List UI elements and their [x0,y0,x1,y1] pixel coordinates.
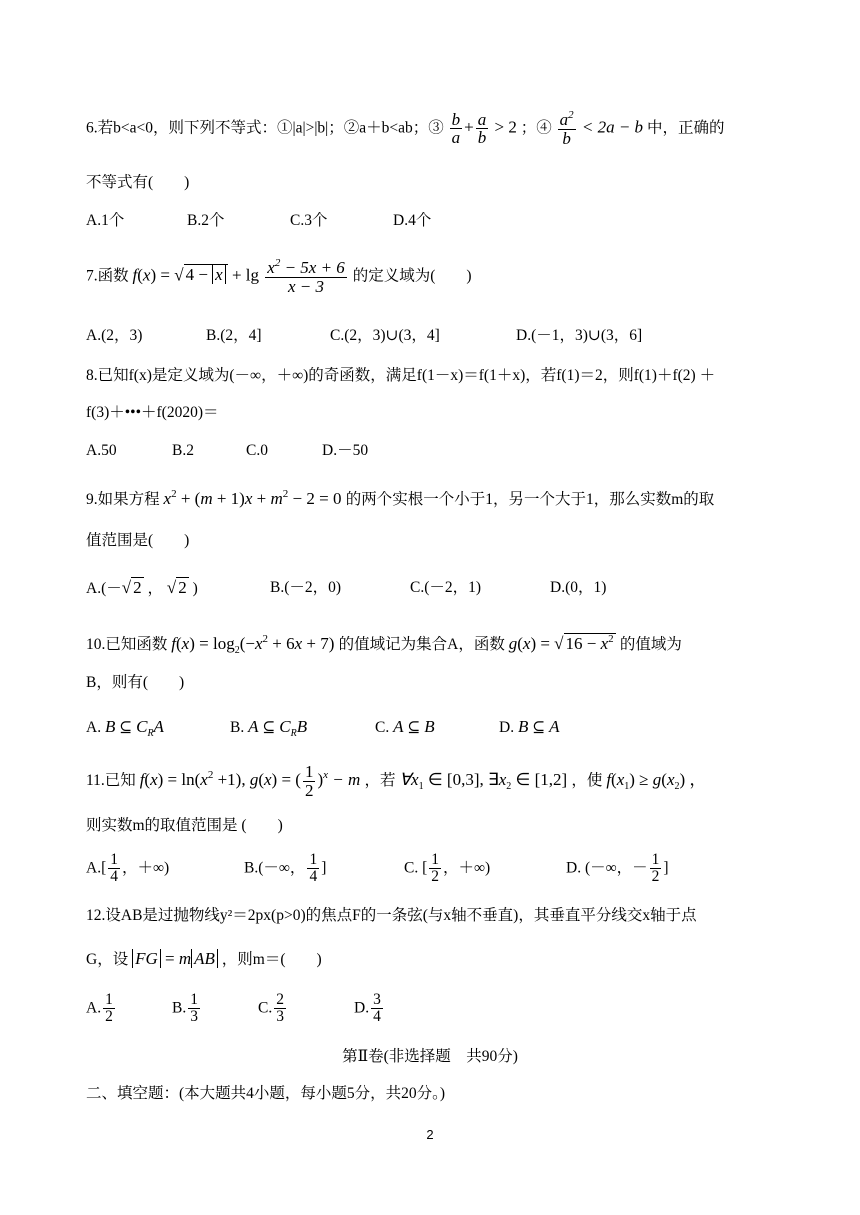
q10-line2: B，则有( ) [86,674,185,691]
q12-text-lead: G，设 [86,951,129,968]
q6-frac-b-over-a: $\frac{b}{a}$ [451,109,461,148]
q11-line1: 11.已知 $f(x) = \ln(x^2 +1)$, g(x) = ( $\frac{1}{2}$ )$^x$ − m ，若 $\forall x_1$ ∈ [0,3], $\exists x_2$ ∈ [1,2] ，使 $f(x_1) \ge g(x_2)$ ， [86,762,707,800]
q6-frac-a2-over-b: $\frac{a^2}{b}$ [559,109,574,148]
q11-text-lead: 11.已知 [86,771,136,789]
q6-line2: 不等式有( ) [86,174,190,191]
q8-option-c: C.0 [246,442,268,459]
q9-option-d: D.(0，1) [550,579,607,596]
q7-line1: 7.函数 f(x) = √ 4 − x + lg $\frac{x^2 - 5x + 6}{x - 3}$ 的定义域为( ) [86,257,472,296]
q9-option-a-lead: A.(－ [86,580,122,597]
q7-option-c: C.(2，3)∪(3，4] [330,327,440,344]
q6-text-tail: 中，正确的 [646,119,725,137]
q12-option-b: B. $\frac{1}{3}$ [172,991,198,1026]
q6-text-mid: ；④ [520,119,552,137]
q7-fraction: $\frac{x^2 - 5x + 6}{x - 3}$ [267,257,345,296]
q10-option-b: B. A ⊆ $C_RB$ [230,717,308,739]
q7-option-b: B.(2，4] [206,327,262,344]
q11-text-mid2: ，使 [571,771,603,789]
q12-option-d: D. $\frac{3}{4}$ [354,991,381,1026]
q10-text-lead: 10.已知函数 [86,636,168,653]
q12-text-tail: ，则m＝( ) [221,951,322,968]
page-number: 2 [426,1127,434,1142]
q10-option-d: D. B ⊆ A [499,717,560,736]
q8-option-b: B.2 [172,442,194,459]
q7-text-tail: 的定义域为( ) [352,267,472,285]
q7-option-a: A.(2，3) [86,327,143,344]
q11-option-b: B.(－∞， $\frac{1}{4}$ ] [244,851,327,886]
q10-option-a: A. B ⊆ $C_RA$ [86,717,164,739]
q7-text-lead: 7.函数 [86,267,129,285]
fill-in-heading: 二、填空题：(本大题共4小题，每小题5分，共20分。) [86,1085,446,1102]
q7-option-d: D.(－1，3)∪(3，6] [516,327,643,344]
q12-line2: G，设 FG = m AB ，则m＝( ) [86,949,322,968]
q11-text-mid: ，若 [364,771,396,789]
q6-option-b: B.2个 [187,212,225,229]
q10-option-c: C. A ⊆ B [375,717,435,736]
q9-line2: 值范围是( ) [86,532,190,549]
q11-option-a: A.[ $\frac{1}{4}$ ，＋∞) [86,851,170,886]
q12-line1: 12.设AB是过抛物线y²＝2px(p>0)的焦点F的一条弦(与x轴不垂直)，其垂直平分线交x轴于点 [86,907,697,924]
q9-option-b: B.(－2，0) [270,579,342,596]
q6-text-lead: 6.若b<a<0，则下列不等式：①|a|>|b|；②a＋b<ab；③ [86,119,444,137]
section-title: 第Ⅱ卷(非选择题 共90分) [342,1048,518,1065]
q9-text-lead: 9.如果方程 [86,491,160,508]
q9-text-tail: 的两个实根一个小于1，另一个大于1，那么实数m的取 [345,491,715,508]
q11-option-d: D. (－∞，－ $\frac{1}{2}$ ] [566,851,669,886]
q11-line2: 则实数m的取值范围是 ( ) [86,817,283,834]
q8-option-d: D.－50 [322,442,369,459]
q6-frac-a-over-b: $\frac{a}{b}$ [477,109,487,148]
q9-line1: 9.如果方程 $x^2 + (m + 1)x + m^2 - 2 = 0$ 的两个实根一个小于1，另一个大于1，那么实数m的取 [86,488,715,508]
q10-text-tail: 的值域为 [619,636,682,653]
q8-option-a: A.50 [86,442,117,459]
q12-option-c: C. $\frac{2}{3}$ [258,991,284,1026]
q8-line2: f(3)＋•••＋f(2020)＝ [86,404,219,421]
q11-option-c: C. [ $\frac{1}{2}$ ，＋∞) [404,851,491,886]
q6-option-c: C.3个 [290,212,328,229]
q6-line1: 6.若b<a<0，则下列不等式：①|a|>|b|；②a＋b<ab；③ $\frac{b}{a}$ + $\frac{a}{b}$ > 2 ；④ $\frac{a^2}{b}$ < 2a − b 中，正确的 [86,109,725,148]
q6-option-a: A.1个 [86,212,125,229]
q6-option-d: D.4个 [393,212,432,229]
q9-option-a: A.(－√ 2 ， √ 2 ) [86,578,198,597]
q10-text-mid: 的值域记为集合A，函数 [338,636,505,653]
q9-option-c: C.(－2，1) [410,579,482,596]
q12-option-a: A. $\frac{1}{2}$ [86,991,113,1026]
q10-line1: 10.已知函数 $f(x) = \log_2(-x^2 + 6x + 7)$ 的值域记为集合A，函数 g(x) = √ $16 - x^2$ 的值域为 [86,633,682,656]
q8-line1: 8.已知f(x)是定义域为(－∞，＋∞)的奇函数，满足f(1－x)＝f(1＋x)，若f(1)＝2，则f(1)＋f(2) ＋ [86,367,716,384]
q11-frac-half: $\frac{1}{2}$ [304,762,314,800]
